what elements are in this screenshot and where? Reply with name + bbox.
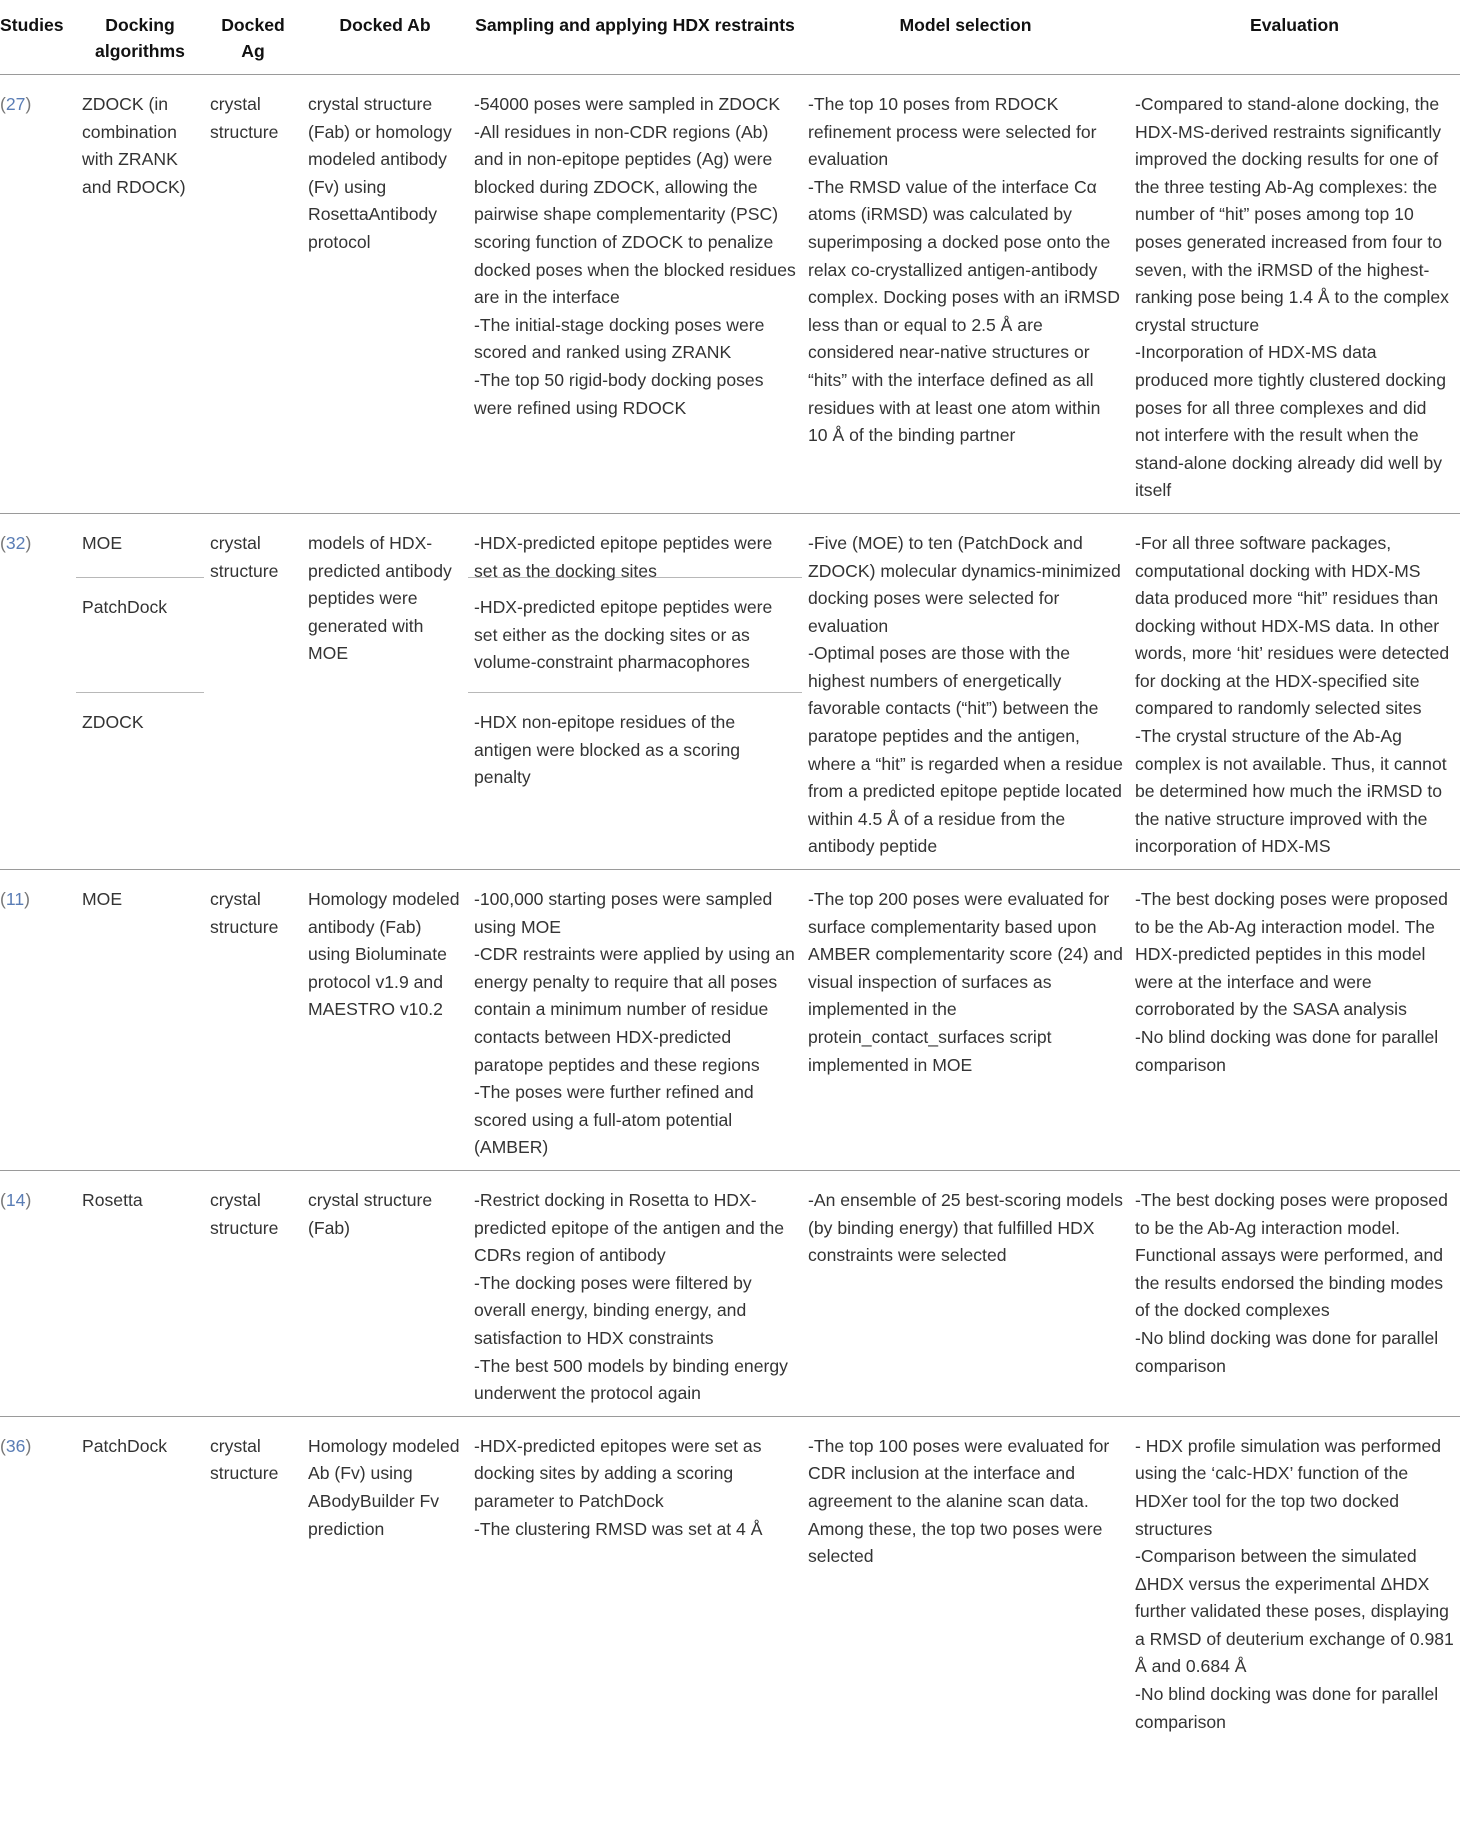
header-docked-ag: Docked Ag [204,0,302,75]
docked-ab: crystal structure (Fab) or homology modeled antibody (Fv) using RosettaAntibody protocol [302,75,468,514]
study-citation: (36) [0,1435,32,1456]
evaluation-item: -The crystal structure of the Ab-Ag complex is not available. Thus, it cannot be determined how much the iRMSD to the native structure improved with the incorporation of HDX-MS [1135,726,1447,857]
sampling-item: -All residues in non-CDR regions (Ab) and in non-epitope peptides (Ag) were blocked during ZDOCK, allowing the pairwise shape complementarity (PSC) scoring function of ZDOCK to penalize docked poses when the blocked residues are in the interface [474,121,796,308]
table-row [0,870,1460,1171]
docked-ab: models of HDX-predicted antibody peptides were generated with MOE [302,513,468,869]
header-studies: Studies [0,0,76,75]
selection-item: -An ensemble of 25 best-scoring models (by binding energy) that fulfilled HDX constraints were selected [808,1189,1123,1266]
selection-cell [802,1170,1129,1416]
selection-cell [802,513,1129,869]
docked-ag: crystal structure [204,870,302,1171]
evaluation-item: -Incorporation of HDX-MS data produced more tightly clustered docking poses for all three complexes and did not interfere with the result when the stand-alone docking already did well by itself [1135,342,1446,501]
evaluation-cell [1129,870,1460,1171]
docked-ag: crystal structure [204,1170,302,1416]
evaluation-cell [1129,1416,1460,1744]
sampling-item: -The initial-stage docking poses were scored and ranked using ZRANK [474,314,765,363]
sampling-item: -54000 poses were sampled in ZDOCK [474,94,781,114]
docked-ag: crystal structure [204,75,302,514]
citation-link[interactable]: 11 [5,889,25,910]
sampling-item: -HDX-predicted epitopes were set as docking sites by adding a scoring parameter to PatchDock [474,1435,762,1511]
evaluation-item: -No blind docking was done for parallel comparison [1135,1027,1439,1075]
header-model-selection: Model selection [802,0,1129,75]
sampling-item: -100,000 starting poses were sampled using MOE [474,889,773,937]
sampling-item: -The best 500 models by binding energy underwent the protocol again [474,1355,788,1404]
selection-cell [802,1416,1129,1744]
header-docking-algorithms: Docking algorithms [76,0,204,75]
sampling-item: -HDX non-epitope residues of the antigen were blocked as a scoring penalty [468,692,802,813]
evaluation-item: -Comparison between the simulated ΔHDX versus the experimental ΔHDX further validated these poses, displaying a RMSD of deuterium exchange of 0.981 Å and 0.684 Å [1135,1546,1454,1677]
sampling-cell [468,1416,802,1744]
sampling-item: -The clustering RMSD was set at 4 Å [474,1518,763,1539]
selection-cell [802,870,1129,1171]
header-evaluation: Evaluation [1129,0,1460,75]
sampling-item: -The top 50 rigid-body docking poses were refined using RDOCK [474,369,764,418]
header-docked-ab: Docked Ab [302,0,468,75]
evaluation-item: -The best docking poses were proposed to be the Ab-Ag interaction model. The HDX-predicted peptides in this model were at the interface and were corroborated by the SASA analysis [1135,889,1448,1020]
docking-algorithm: ZDOCK [76,692,204,813]
evaluation-item: -For all three software packages, computational docking with HDX-MS data produced more “hit” residues than docking without HDX-MS data. In other words, more ‘hit’ residues were detected for docking at the HDX-specified site compared to randomly selected sites [1135,532,1450,719]
selection-item: -The RMSD value of the interface Cα atoms (iRMSD) was calculated by superimposing a docked pose onto the relax co-crystallized antigen-antibody complex. Docking poses with an iRMSD less than or equal to 2.5 Å are considered near-native structures or “hits” with the interface defined as all residues with at least one atom within 10 Å of the binding partner [808,176,1120,446]
docking-algorithm: PatchDock [76,577,204,692]
sampling-cell [468,870,802,1171]
header-sampling: Sampling and applying HDX restraints [468,0,802,75]
sampling-item: -HDX-predicted epitope peptides were set as the docking sites [474,532,773,581]
table-row [0,1170,1460,1416]
selection-item: -The top 200 poses were evaluated for surface complementarity based upon AMBER complementarity score (24) and visual inspection of surfaces as implemented in the protein_contact_surfaces script implemented in MOE [808,889,1123,1075]
citation-link[interactable]: 32 [5,532,26,553]
sampling-item: -The docking poses were filtered by overall energy, binding energy, and satisfaction to HDX constraints [474,1272,752,1348]
citation-link[interactable]: 27 [5,94,26,114]
evaluation-cell [1129,1170,1460,1416]
selection-cell [802,75,1129,514]
docked-ab: crystal structure (Fab) [302,1170,468,1416]
header-row [0,0,1460,75]
table-row [0,75,1460,514]
selection-item: -Optimal poses are those with the highest numbers of energetically favorable contacts (“hit”) between the paratope peptides and the antigen, where a “hit” is regarded when a residue from a predicted epitope peptide located within 4.5 Å of a residue from the antibody peptide [808,643,1123,857]
evaluation-item: -No blind docking was done for parallel comparison [1135,1327,1439,1376]
docking-algorithm: MOE [82,532,123,553]
sampling-cell [468,1170,802,1416]
docked-ag: crystal structure [210,1435,279,1484]
docking-algorithm: PatchDock [82,1435,168,1456]
docked-ab: Homology modeled Ab (Fv) using ABodyBuilder Fv prediction [308,1435,460,1539]
table-row [0,1416,1460,1744]
selection-item: -Five (MOE) to ten (PatchDock and ZDOCK) molecular dynamics-minimized docking poses were selected for evaluation [808,532,1121,636]
study-citation: (27) [0,75,76,514]
citation-link[interactable]: 14 [5,1189,26,1210]
docking-algorithm-group [76,513,204,869]
sampling-item: -HDX-predicted epitope peptides were set either as the docking sites or as volume-constraint pharmacophores [468,577,802,692]
docked-ab: Homology modeled antibody (Fab) using Bioluminate protocol v1.9 and MAESTRO v10.2 [302,870,468,1171]
citation-link[interactable]: 36 [5,1435,26,1456]
evaluation-item: -No blind docking was done for parallel comparison [1135,1684,1439,1732]
selection-item: -The top 100 poses were evaluated for CDR inclusion at the interface and agreement to the alanine scan data. Among these, the top two poses were selected [808,1435,1110,1567]
evaluation-item: - HDX profile simulation was performed using the ‘calc-HDX’ function of the HDXer tool for the top two docked structures [1135,1435,1442,1539]
docked-ag: crystal structure [204,513,302,869]
study-citation: (14) [0,1170,76,1416]
sampling-item: -Restrict docking in Rosetta to HDX-predicted epitope of the antigen and the CDRs region of antibody [474,1189,785,1266]
selection-item: -The top 10 poses from RDOCK refinement process were selected for evaluation [808,94,1097,170]
study-citation: (11) [0,870,76,1171]
docking-algorithm: MOE [76,870,204,1171]
docking-algorithm: ZDOCK (in combination with ZRANK and RDOCK) [76,75,204,514]
table-row [0,513,1460,869]
study-citation: (32) [0,513,76,869]
evaluation-item: -Compared to stand-alone docking, the HDX-MS-derived restraints significantly improved the docking results for one of the three testing Ab-Ag complexes: the number of “hit” poses among top 10 poses generated increased from four to seven, with the iRMSD of the highest-ranking pose being 1.4 Å to the complex crystal structure [1135,94,1449,335]
evaluation-cell [1129,513,1460,869]
sampling-group [468,513,802,869]
docking-algorithm: Rosetta [76,1170,204,1416]
evaluation-cell [1129,75,1460,514]
sampling-item: -CDR restraints were applied by using an energy penalty to require that all poses contain a minimum number of residue contacts between HDX-predicted paratope peptides and these regions [474,944,795,1075]
sampling-cell [468,75,802,514]
evaluation-item: -The best docking poses were proposed to be the Ab-Ag interaction model. Functional assays were performed, and the results endorsed the binding modes of the docked complexes [1135,1189,1448,1321]
sampling-item: -The poses were further refined and scored using a full-atom potential (AMBER) [474,1082,754,1158]
